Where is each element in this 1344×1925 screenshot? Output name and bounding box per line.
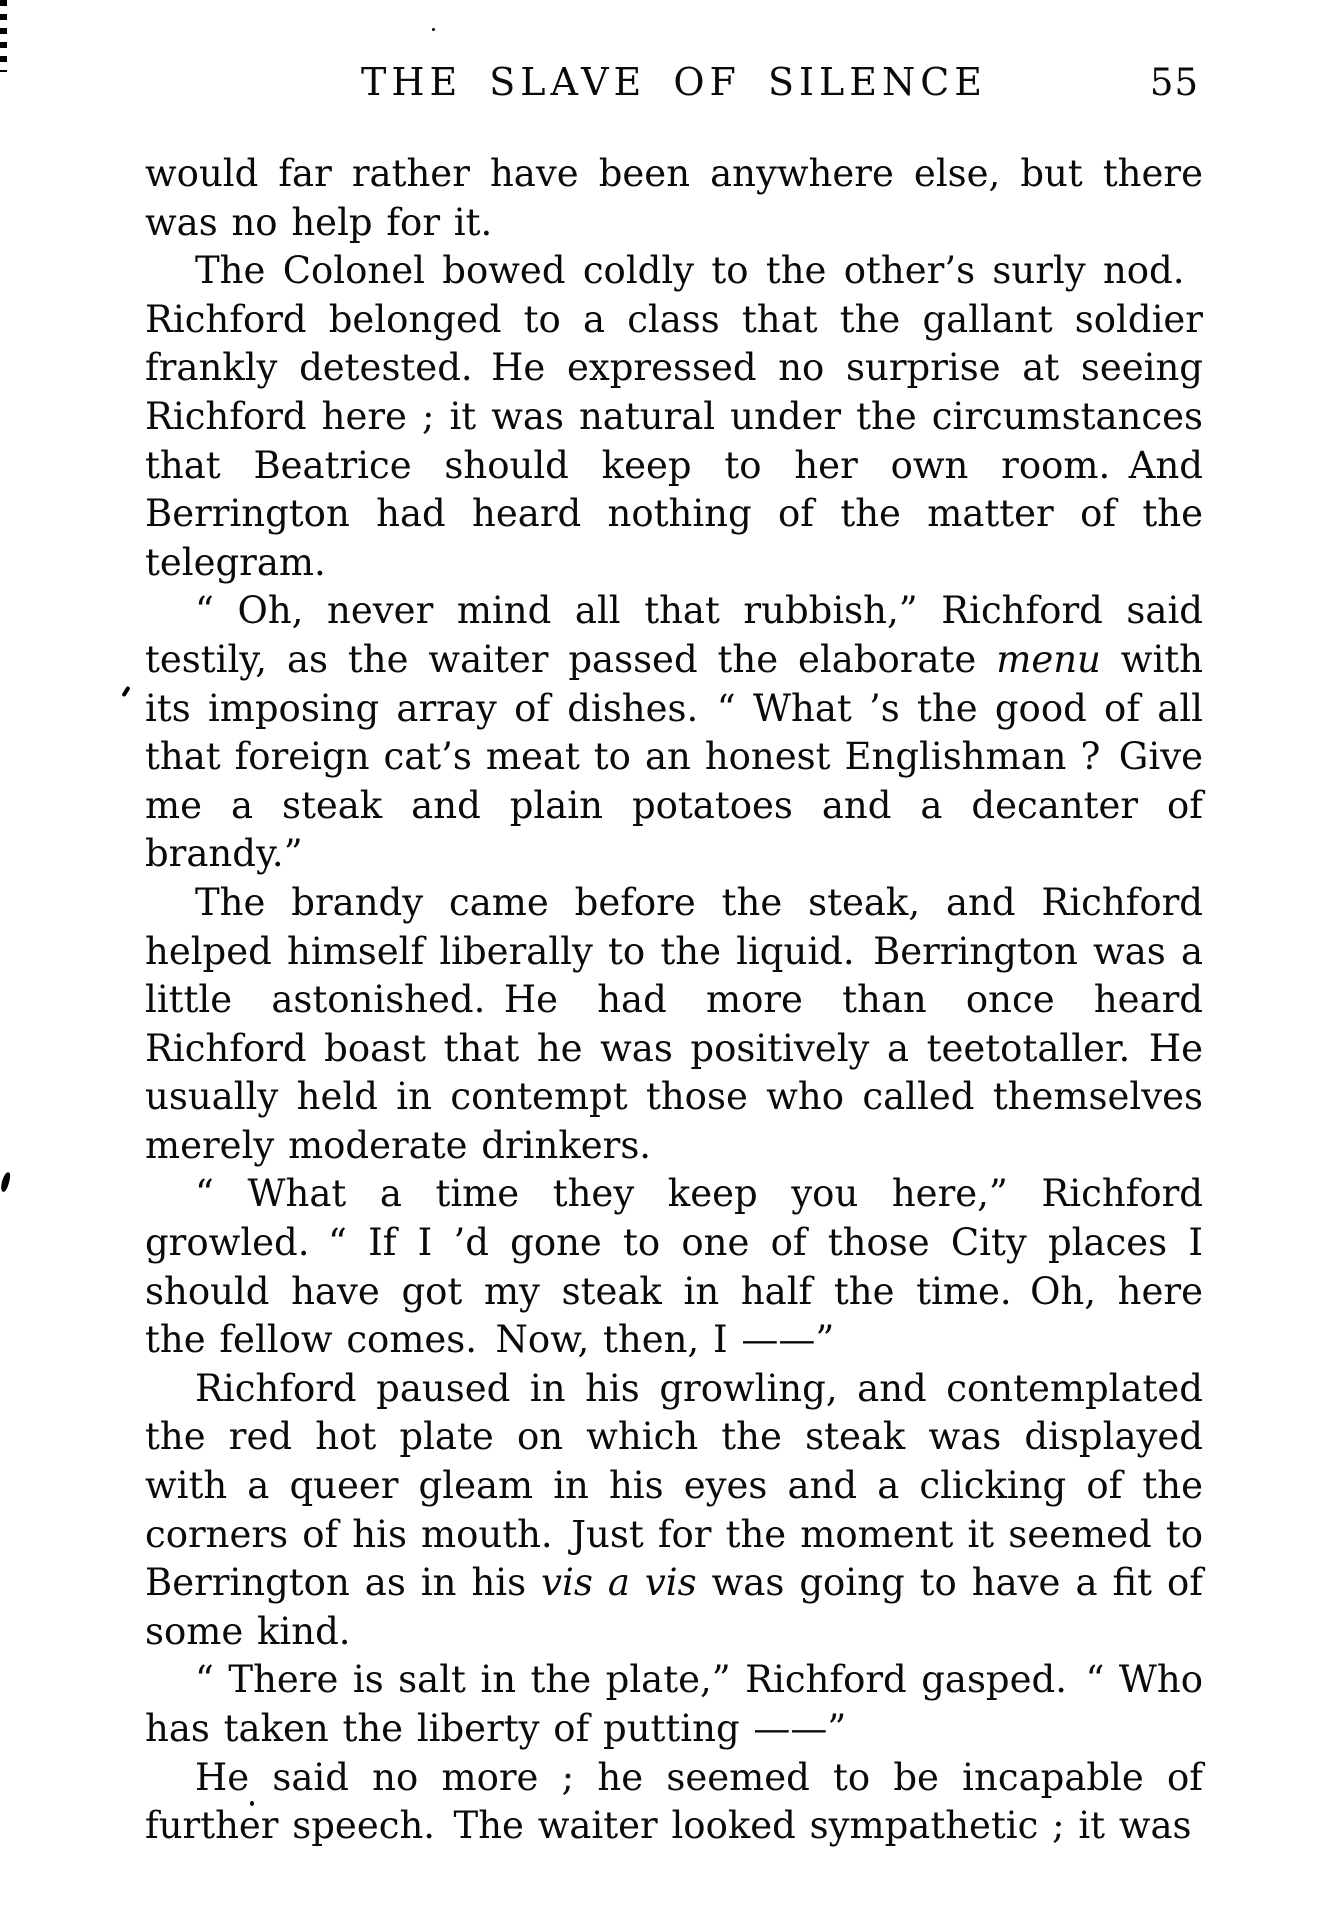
italic-text-segment: menu [996,637,1101,681]
italic-text-segment: vis a vis [541,1561,697,1605]
text-segment: He said no more ; he seemed to be incapable of further speech. The waiter looked sympathetic ; it was [145,1755,1203,1848]
paragraph [145,1656,1203,1753]
scan-artifact-speck [432,28,435,31]
running-title: THE SLAVE OF SILENCE [360,60,988,104]
paragraph [145,1170,1203,1364]
text-segment: with its imposing array of dishes. “ What ’s the good of all that foreign cat’s meat to an honest Englishman ? Give me a steak and plain potatoes and a decanter of brandy.” [145,637,1203,876]
text-segment: “ Oh, never mind all that rubbish,” Richford said testily, as the waiter passed the elaborate [145,589,1203,681]
text-segment: The Colonel bowed coldly to the other’s surly nod. Richford belonged to a class that the gallant soldier frankly detested. He expressed no surprise at seeing Richford here ; it was natural under the circumstances that Beatrice should keep to her own room. And Berrington had heard nothing of the matter of the telegram. [145,249,1203,584]
text-body [145,150,1203,1851]
running-header [145,60,1203,110]
scan-artifact-edge-marks [0,0,7,72]
text-segment: would far rather have been anywhere else, but there was no help for it. [145,152,1203,244]
paragraph [145,150,1203,247]
page-number: 55 [1149,61,1199,104]
paragraph [145,247,1203,587]
paragraph [145,879,1203,1171]
scan-artifact-speck [121,686,130,697]
scan-artifact-speck [0,1171,11,1192]
text-segment: was going to have a fit of some kind. [145,1561,1204,1653]
paragraph [145,1754,1203,1851]
text-segment: “ What a time they keep you here,” Richford growled. “ If I ’d gone to one of those City places I should have got my steak in half the time. Oh, here the fellow comes. Now, then, I ——” [145,1172,1203,1362]
text-segment: “ There is salt in the plate,” Richford gasped. “ Who has taken the liberty of putting ——” [145,1658,1203,1750]
text-segment: Richford paused in his growling, and contemplated the red hot plate on which the steak was displayed with a queer gleam in his eyes and a clicking of the corners of his mouth. Just for the moment it seemed to Berrington as in his [145,1366,1203,1605]
text-segment: The brandy came before the steak, and Richford helped himself liberally to the liquid. Berrington was a little astonished. He had more than once heard Richford boast that he was positively a teetotaller. He usually held in contempt those who called themselves merely moderate drinkers. [145,880,1203,1167]
paragraph [145,1365,1203,1657]
paragraph [145,587,1203,879]
